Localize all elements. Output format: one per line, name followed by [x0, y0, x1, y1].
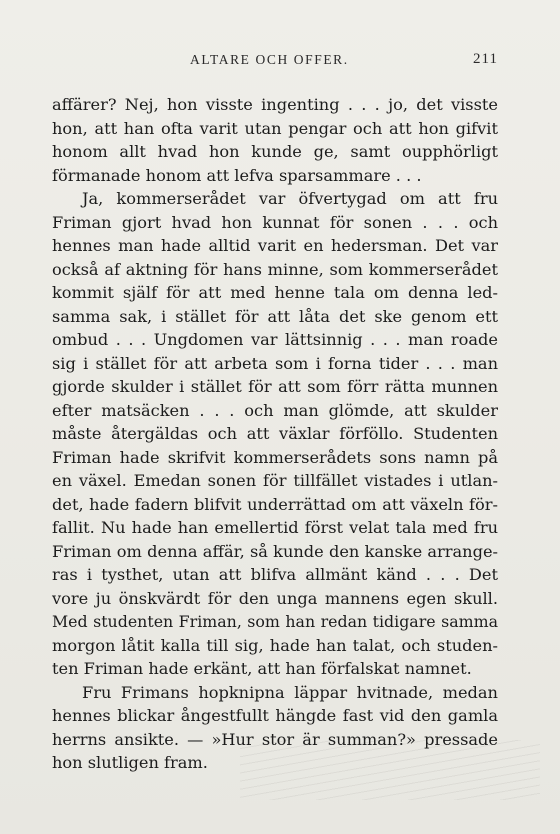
paragraph-start-line: Ja, kommerserådet var öfvertygad om att fru [82, 189, 498, 208]
text-line: affärer? Nej, hon visste ingenting . . . jo, det visste [52, 95, 498, 114]
text-line: måste återgäldas och att växlar förföllo. Studenten [52, 424, 498, 443]
text-line: efter matsäcken . . . och man glömde, att skulder [52, 400, 498, 420]
text-line: morgon låtit kalla till sig, hade han talat, och studen- [52, 635, 498, 655]
text-line: gjorde skulder i stället för att som förr rätta munnen [52, 377, 498, 396]
text-line: det, hade fadern blifvit underrättad om att växeln för- [52, 494, 498, 514]
show-through-texture [240, 740, 540, 800]
text-line: ombud . . . Ungdomen var lättsinnig . . . man roade [52, 330, 498, 349]
page-number: 211 [473, 51, 498, 67]
text-line: kommit själf för att med henne tala om denna led- [52, 283, 498, 302]
text-line: samma sak, i stället för att låta det ske genom ett [52, 306, 498, 326]
text-line: förmanade honom att lefva sparsammare . . . [52, 165, 422, 185]
text-line: Friman hade skrifvit kommerserådets sons namn på [52, 447, 498, 467]
text-line: Friman gjort hvad hon kunnat för sonen . . . och [52, 212, 498, 232]
text-line: hennes man hade alltid varit en hedersman. Det var [52, 236, 498, 255]
text-line: ras i tysthet, utan att blifva allmänt känd . . . Det [52, 565, 498, 584]
paragraph-start-line: Fru Frimans hopknipna läppar hvitnade, medan [82, 682, 498, 702]
text-line: ten Friman hade erkänt, att han förfalskat namnet. [52, 659, 472, 678]
text-line: hon, att han ofta varit utan pengar och att hon gifvit [52, 118, 498, 138]
text-line: hennes blickar ångestfullt hängde fast vid den gamla [52, 706, 498, 725]
text-line: fallit. Nu hade han emellertid först velat tala med fru [52, 518, 498, 537]
text-line: Friman om denna affär, så kunde den kanske arrange- [52, 541, 498, 561]
text-line: honom allt hvad hon kunde ge, samt oupphörligt [52, 142, 498, 161]
text-line: en växel. Emedan sonen för tillfället vistades i utlan- [52, 471, 498, 490]
text-line: vore ju önskvärdt för den unga mannens egen skull. [52, 588, 498, 608]
text-line: också af aktning för hans minne, som kommerserådet [52, 259, 498, 279]
page-header [52, 52, 498, 72]
running-title: ALTARE OCH OFFER. [190, 52, 349, 67]
text-line: sig i stället för att arbeta som i forna tider . . . man [52, 353, 498, 373]
body-text [52, 93, 498, 775]
text-line: hon slutligen fram. [52, 753, 208, 772]
text-line: Med studenten Friman, som han redan tidigare samma [52, 612, 498, 631]
text-line: herrns ansikte. — »Hur stor är summan?» pressade [52, 729, 498, 749]
